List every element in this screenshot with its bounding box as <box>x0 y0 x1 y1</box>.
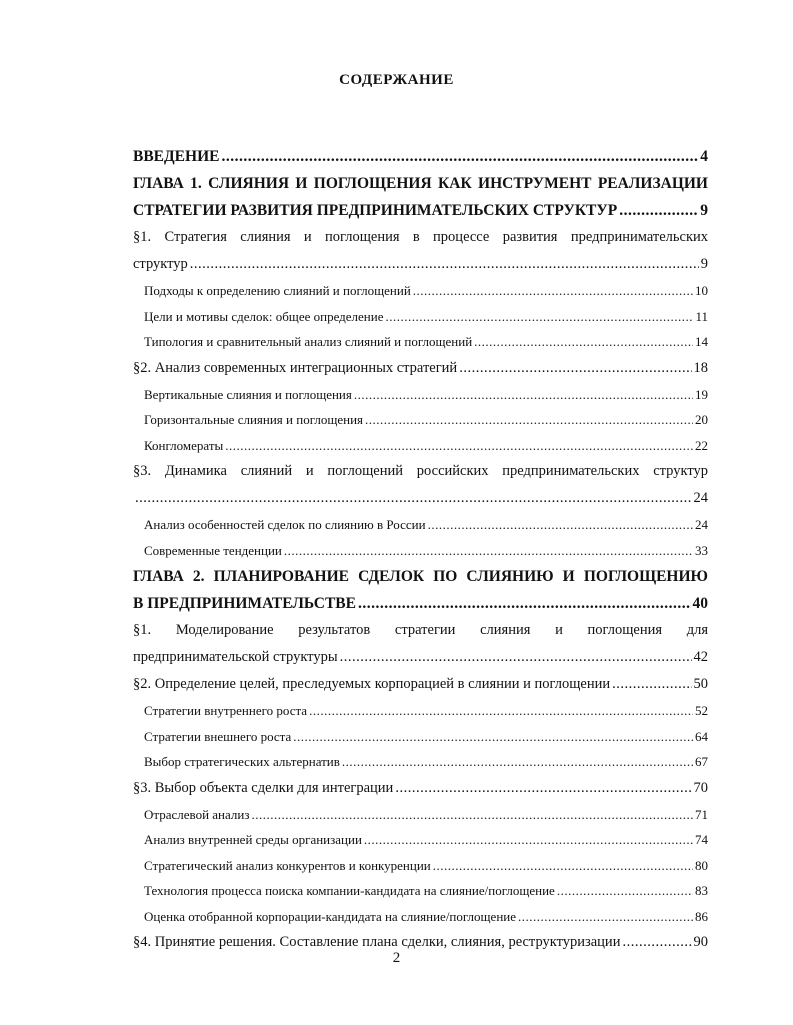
dot-leader <box>340 644 692 671</box>
dot-leader <box>354 382 693 408</box>
toc-entry-chapter-2-line1: ГЛАВА 2. ПЛАНИРОВАНИЕ СДЕЛОК ПО СЛИЯНИЮ И ПОГЛОЩЕНИЮ <box>133 568 708 585</box>
toc-entry-ch1-sec1-line1: §1. Стратегия слияния и поглощения в процессе развития предпринимательских <box>133 229 708 245</box>
page-ref: 40 <box>692 595 708 612</box>
page-title: СОДЕРЖАНИЕ <box>339 72 454 88</box>
toc-entry-ch1-sec2: §2. Анализ современных интеграционных стратегий ..... 18 <box>133 355 708 382</box>
dot-leader <box>309 698 693 724</box>
toc-entry-subsection: Стратегический анализ конкурентов и конкуренции ..... 80 <box>133 853 708 879</box>
toc-entry-chapter-1-line1: ГЛАВА 1. СЛИЯНИЯ И ПОГЛОЩЕНИЯ КАК ИНСТРУМЕНТ РЕАЛИЗАЦИИ <box>133 175 708 192</box>
page-ref: 22 <box>695 437 708 453</box>
dot-leader <box>251 802 693 828</box>
page-ref: 9 <box>700 256 708 272</box>
dot-leader <box>557 878 693 904</box>
toc-entry-ch1-sec3 <box>133 485 708 512</box>
dot-leader <box>221 143 698 170</box>
page-ref: 24 <box>695 517 708 532</box>
page-ref: 52 <box>695 703 708 718</box>
page-ref: 80 <box>695 857 708 873</box>
page-ref: 9 <box>700 202 708 219</box>
page-ref: 83 <box>695 883 708 898</box>
page-ref: 90 <box>693 934 708 950</box>
page-number: 2 <box>392 950 401 966</box>
dot-leader <box>518 904 693 930</box>
toc-entry-subsection: Стратегии внешнего роста ..... 64 <box>133 724 708 750</box>
page-ref: 20 <box>695 412 708 427</box>
toc-entry-subsection: Стратегии внутреннего роста ..... 52 <box>133 698 708 724</box>
page-ref: 64 <box>695 728 708 744</box>
dot-leader <box>190 251 699 278</box>
page-ref: 11 <box>695 308 708 324</box>
page-ref: 67 <box>695 754 708 769</box>
dot-leader <box>428 512 693 538</box>
toc-entry-subsection: Цели и мотивы сделок: общее определение ..... 11 <box>133 304 708 330</box>
page-ref: 74 <box>695 832 708 847</box>
dot-leader <box>395 775 691 802</box>
table-of-contents <box>133 143 708 956</box>
page-ref: 10 <box>695 283 708 298</box>
toc-entry-subsection: Анализ особенностей сделок по слиянию в России ..... 24 <box>133 512 708 538</box>
page-ref: 4 <box>700 148 708 165</box>
page-ref: 18 <box>693 359 708 376</box>
toc-entry-ch2-sec1: предпринимательской структуры ..... 42 <box>133 644 708 671</box>
page-ref: 14 <box>695 334 708 349</box>
page-ref: 71 <box>695 806 708 822</box>
dot-leader <box>365 407 693 433</box>
dot-leader <box>386 304 694 330</box>
dot-leader <box>284 538 693 564</box>
toc-entry-subsection: Вертикальные слияния и поглощения ..... 19 <box>133 382 708 408</box>
dot-leader <box>364 827 693 853</box>
toc-entry-subsection: Анализ внутренней среды организации ..... 74 <box>133 827 708 853</box>
page-ref: 42 <box>693 649 708 665</box>
toc-entry-subsection: Современные тенденции ..... 33 <box>133 538 708 564</box>
dot-leader <box>459 355 691 382</box>
dot-leader <box>358 590 691 617</box>
dot-leader <box>225 433 693 459</box>
toc-entry-subsection: Технология процесса поиска компании-кандидата на слияние/поглощение ..... 83 <box>133 878 708 904</box>
page-ref: 19 <box>695 386 708 402</box>
toc-entry-subsection: Горизонтальные слияния и поглощения ..... 20 <box>133 407 708 433</box>
page-ref: 24 <box>693 490 708 506</box>
toc-entry-ch2-sec1-line1: §1. Моделирование результатов стратегии слияния и поглощения для <box>133 622 708 638</box>
toc-entry-subsection: Подходы к определению слияний и поглощений ..... 10 <box>133 278 708 304</box>
toc-entry-ch2-sec4: §4. Принятие решения. Составление плана сделки, слияния, реструктуризации ..... 90 <box>133 929 708 956</box>
dot-leader <box>474 329 693 355</box>
toc-entry-chapter-2: В ПРЕДПРИНИМАТЕЛЬСТВЕ ..... 40 <box>133 590 708 617</box>
toc-entry-ch1-sec3-line1: §3. Динамика слияний и поглощений российских предпринимательских структур <box>133 463 708 479</box>
toc-entry-subsection: Оценка отобранной корпорации-кандидата на слияние/поглощение ..... 86 <box>133 904 708 930</box>
dot-leader <box>413 278 693 304</box>
page-ref: 33 <box>695 542 708 558</box>
toc-entry-chapter-1: СТРАТЕГИИ РАЗВИТИЯ ПРЕДПРИНИМАТЕЛЬСКИХ СТРУКТУР ..... 9 <box>133 197 708 224</box>
toc-entry-subsection: Конгломераты ..... 22 <box>133 433 708 459</box>
dot-leader <box>612 671 691 698</box>
toc-entry-subsection: Отраслевой анализ ..... 71 <box>133 802 708 828</box>
toc-entry-subsection: Выбор стратегических альтернатив ..... 67 <box>133 749 708 775</box>
dot-leader <box>433 853 693 879</box>
dot-leader <box>293 724 693 750</box>
dot-leader <box>135 485 692 512</box>
dot-leader <box>619 197 698 224</box>
page-ref: 50 <box>693 676 708 692</box>
toc-entry-ch2-sec2: §2. Определение целей, преследуемых корпорацией в слиянии и поглощении ..... 50 <box>133 671 708 698</box>
toc-entry-introduction: ВВЕДЕНИЕ ..... 4 <box>133 143 708 170</box>
toc-entry-subsection: Типология и сравнительный анализ слияний и поглощений ..... 14 <box>133 329 708 355</box>
page-ref: 86 <box>695 908 708 924</box>
page-ref: 70 <box>693 779 708 796</box>
toc-entry-ch1-sec1: структур ..... 9 <box>133 251 708 278</box>
dot-leader <box>342 749 693 775</box>
toc-entry-ch2-sec3: §3. Выбор объекта сделки для интеграции ..... 70 <box>133 775 708 802</box>
